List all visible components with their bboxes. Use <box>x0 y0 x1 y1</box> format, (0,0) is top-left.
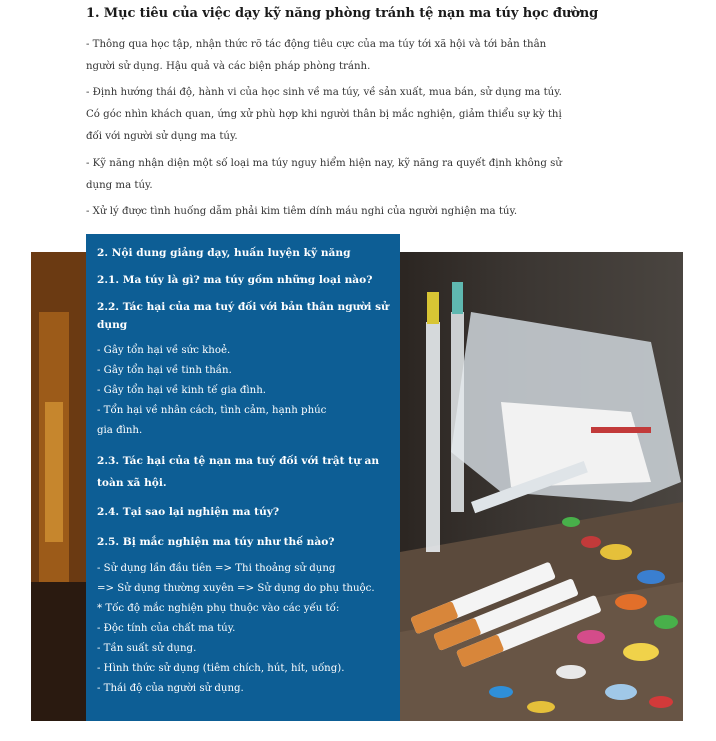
list-item: => Sử dụng thường xuyên => Sử dụng do phụ thuộc. <box>97 583 375 594</box>
list-item: - Tần suất sử dụng. <box>97 643 197 654</box>
section-2-1: 2.1. Ma túy là gì? ma túy gồm những loại nào? <box>97 274 373 286</box>
list-item: - Gây tổn hại về sức khoẻ. <box>97 345 231 356</box>
list-item: - Gây tổn hại về kinh tế gia đình. <box>97 385 267 396</box>
section-heading: 1. Mục tiêu của việc dạy kỹ năng phòng tránh tệ nạn ma túy học đường <box>86 6 599 21</box>
paragraph-2: - Định hướng thái độ, hành vi của học sinh về ma túy, về sản xuất, mua bán, sử dụng ma túy. Có góc nhìn khách quan, ứng xử phù hợp khi người thân bị mắc nghiện, giảm thiểu sự kỳ thị đối với người sử dụng ma túy. <box>86 87 562 142</box>
list-item: - Tổn hại về nhân cách, tình cảm, hạnh phúc <box>97 405 327 416</box>
content-panel <box>86 234 400 721</box>
list-item: gia đình. <box>97 425 143 436</box>
list-item: - Thái độ của người sử dụng. <box>97 683 244 694</box>
list-item: * Tốc độ mắc nghiện phụ thuộc vào các yếu tố: <box>97 603 340 614</box>
paragraph-4: - Xử lý được tình huống dẫm phải kim tiêm dính máu nghi của người nghiện ma túy. <box>86 206 518 217</box>
section-2-5-list <box>97 559 390 699</box>
paragraph-1: - Thông qua học tập, nhận thức rõ tác động tiêu cực của ma túy tới xã hội và tới bản thân người sử dụng. Hậu quả và các biện pháp phòng tránh. <box>86 39 547 72</box>
list-item: - Hình thức sử dụng (tiêm chích, hút, hít, uống). <box>97 663 345 674</box>
list-item: - Sử dụng lần đầu tiên => Thi thoảng sử dụng <box>97 563 336 574</box>
section-2-3: 2.3. Tác hại của tệ nạn ma tuý đối với trật tự an toàn xã hội. <box>97 455 380 489</box>
list-item: - Độc tính của chất ma túy. <box>97 623 236 634</box>
list-item: - Gây tổn hại về tinh thần. <box>97 365 232 376</box>
section-2-5: 2.5. Bị mắc nghiện ma túy như thế nào? <box>97 536 335 548</box>
section-2-4: 2.4. Tại sao lại nghiện ma túy? <box>97 506 280 518</box>
section-2-2-list <box>97 341 390 441</box>
panel-title: 2. Nội dung giảng dạy, huấn luyện kỹ năng <box>97 247 351 259</box>
section-2-2: 2.2. Tác hại của ma tuý đối với bản thân người sử dụng <box>97 301 389 331</box>
paragraph-3: - Kỹ năng nhận diện một số loại ma túy nguy hiểm hiện nay, kỹ năng ra quyết định không sử dụng ma túy. <box>86 158 562 191</box>
